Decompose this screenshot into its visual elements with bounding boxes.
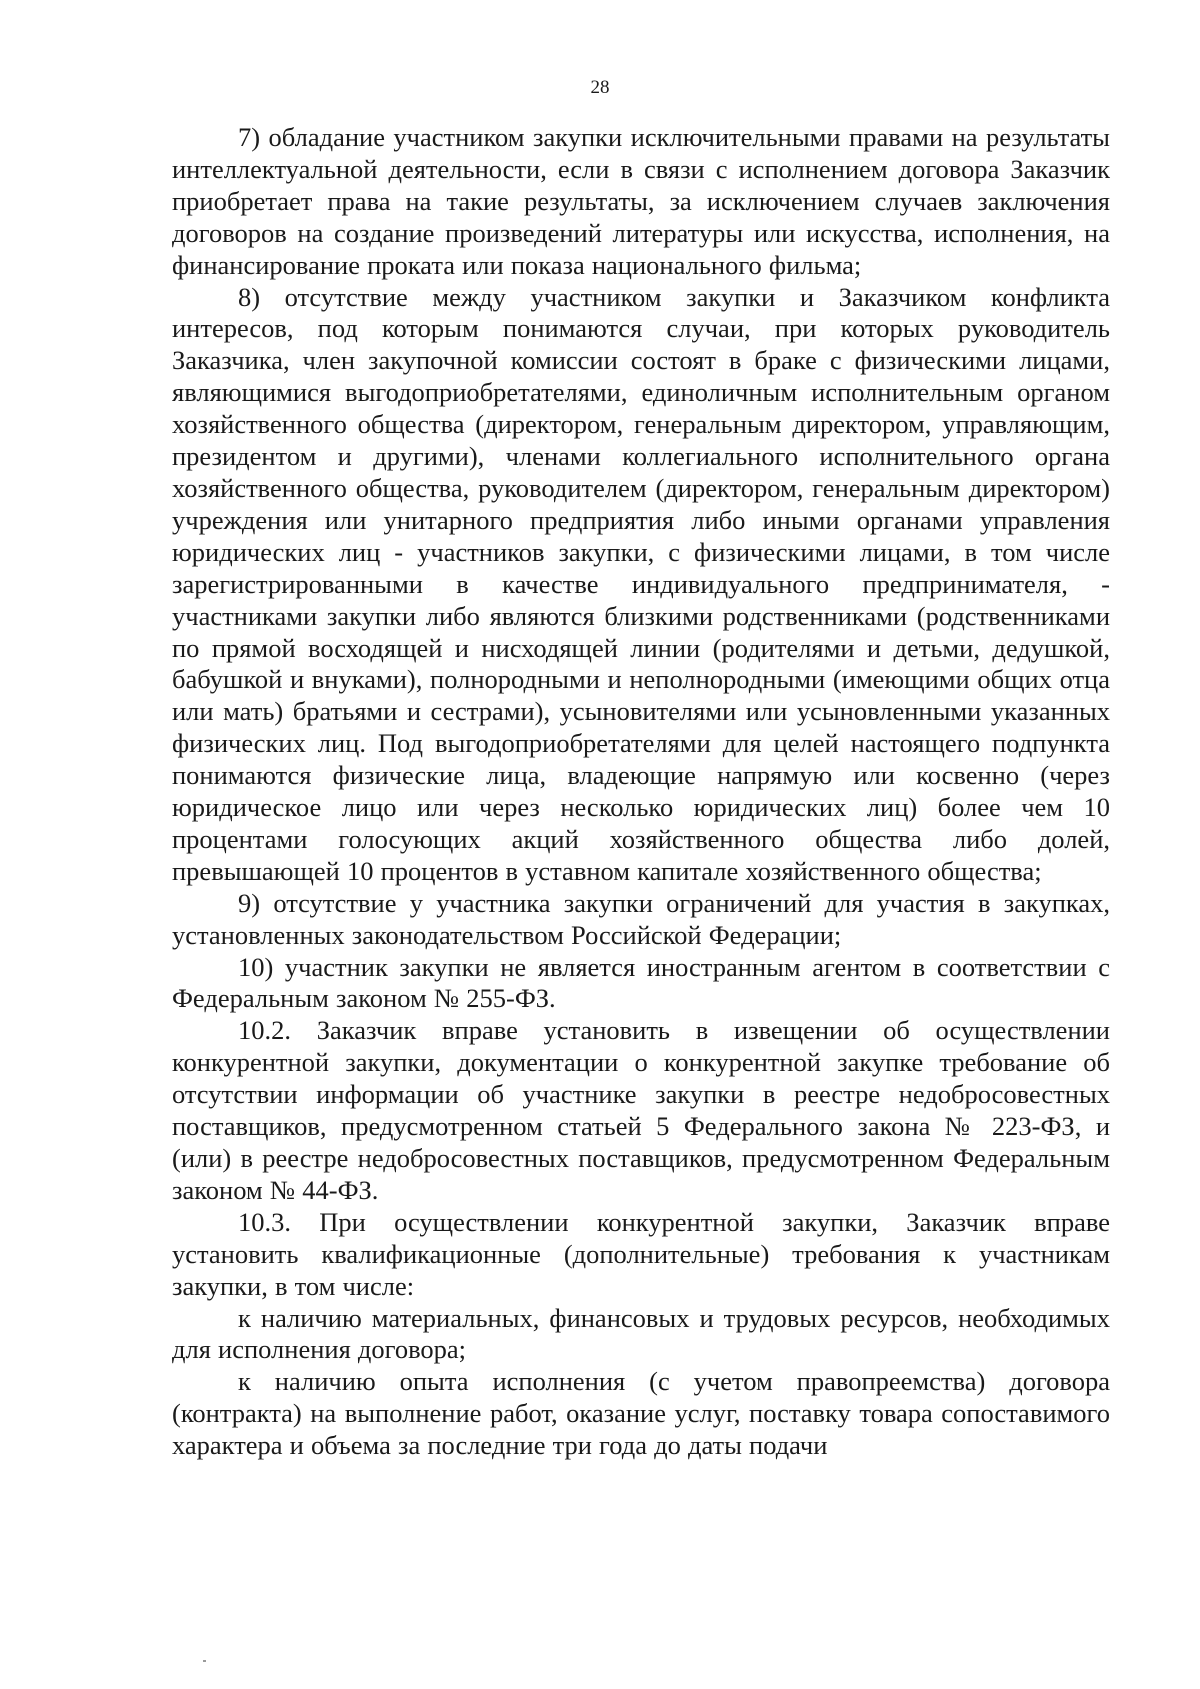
document-body (172, 122, 1110, 1462)
paragraph-item-7: 7) обладание участником закупки исключительными правами на результаты интеллектуальной деятельности, если в связи с исполнением договора Заказчик приобретает права на такие результаты, за исключением случаев заключения договоров на создание произведений литературы или искусства, исполнения, на финансирование проката или показа национального фильма; (172, 122, 1110, 280)
paragraph-clause-10-3: 10.3. При осуществлении конкурентной закупки, Заказчик вправе установить квалификационные (дополнительные) требования к участникам закупки, в том числе: (172, 1206, 1110, 1301)
paragraph-item-9: 9) отсутствие у участника закупки ограничений для участия в закупках, установленных законодательством Российской Федерации; (172, 887, 1110, 950)
paragraph-clause-10-2: 10.2. Заказчик вправе установить в извещении об осуществлении конкурентной закупки, документации о конкурентной закупке требование об отсутствии информации об участнике закупки в реестре недобросовестных поставщиков, предусмотренном статьей 5 Федерального закона № 223-ФЗ, и (или) в реестре недобросовестных поставщиков, предусмотренном Федеральным законом № 44-ФЗ. (172, 1015, 1110, 1205)
paragraph-item-10: 10) участник закупки не является иностранным агентом в соответствии с Федеральным законом № 255-ФЗ. (172, 951, 1110, 1014)
scan-speck (203, 1660, 206, 1662)
paragraph-resources-requirement: к наличию материальных, финансовых и трудовых ресурсов, необходимых для исполнения договора; (172, 1302, 1110, 1365)
paragraph-experience-requirement: к наличию опыта исполнения (с учетом правопреемства) договора (контракта) на выполнение работ, оказание услуг, поставку товара сопоставимого характера и объема за последние три года до даты подачи (172, 1366, 1110, 1461)
page-number: 28 (590, 77, 610, 98)
paragraph-item-8: 8) отсутствие между участником закупки и Заказчиком конфликта интересов, под которым понимаются случаи, при которых руководитель Заказчика, член закупочной комиссии состоят в браке с физическими лицами, являющимися выгодоприобретателями, единоличным исполнительным органом хозяйственного общества (директором, генеральным директором, управляющим, президентом и другими), членами коллегиального исполнительного органа хозяйственного общества, руководителем (директором, генеральным директором) учреждения или унитарного предприятия либо иными органами управления юридических лиц - участников закупки, с физическими лицами, в том числе зарегистрированными в качестве индивидуального предпринимателя, - участниками закупки либо являются близкими родственниками (родственниками по прямой восходящей и нисходящей линии (родителями и детьми, дедушкой, бабушкой и внуками), полнородными и неполнородными (имеющими общих отца или мать) братьями и сестрами), усыновителями или усыновленными указанных физических лиц. Под выгодоприобретателями для целей настоящего подпункта понимаются физические лица, владеющие напрямую или косвенно (через юридическое лицо или через несколько юридических лиц) более чем 10 процентами голосующих акций хозяйственного общества либо долей, превышающей 10 процентов в уставном капитале хозяйственного общества; (172, 281, 1110, 886)
